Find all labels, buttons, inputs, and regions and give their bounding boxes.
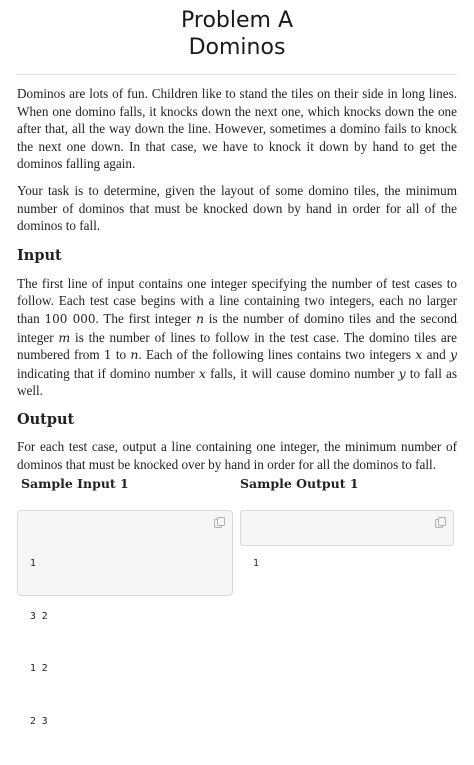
sample-input-label: Sample Input 1 bbox=[21, 476, 129, 491]
sample-output-line: 1 bbox=[253, 558, 259, 569]
range-start: 1 bbox=[103, 348, 112, 363]
problem-page bbox=[17, 0, 457, 473]
sample-input-box[interactable] bbox=[17, 510, 233, 727]
title-divider bbox=[17, 74, 457, 75]
math-y: y bbox=[449, 347, 458, 363]
statement-paragraph-1: Dominos are lots of fun. Children like to stand the tiles on their side in long lines. When one domino falls, it knocks down the next one, which knocks down the one after that, all the way down the line. However, sometimes a domino fails to knock the next one down. In that case, we have to knock it down by hand to get the dominos falling again. bbox=[17, 86, 457, 172]
math-x: x bbox=[415, 347, 423, 363]
max-value: 100 000 bbox=[44, 311, 96, 326]
copy-icon[interactable] bbox=[213, 516, 227, 530]
math-n: n bbox=[195, 310, 205, 326]
sample-input-line: 1 bbox=[30, 558, 36, 569]
math-n: n bbox=[130, 347, 139, 363]
math-y: y bbox=[398, 365, 406, 381]
output-description: For each test case, output a line containing one integer, the minimum number of dominos that must be knocked over by hand in order for all the dominos to fall. bbox=[17, 438, 457, 472]
sample-input-line: 2 3 bbox=[30, 715, 48, 727]
sample-output-box[interactable] bbox=[240, 510, 454, 569]
sample-input-line: 3 2 bbox=[30, 610, 48, 622]
sample-input-code[interactable] bbox=[30, 520, 65, 765]
copy-icon[interactable] bbox=[434, 516, 448, 530]
sample-output-code[interactable] bbox=[253, 520, 288, 608]
math-x: x bbox=[198, 365, 206, 381]
input-heading: Input bbox=[17, 246, 62, 264]
problem-letter: Problem A bbox=[181, 8, 293, 33]
output-heading: Output bbox=[17, 410, 75, 428]
input-description: The first line of input contains one integer specifying the number of test cases to follow. Each test case begins with a line containing two integers, each no larger than 100 000. The first integer n is the number of domino tiles and the second integer m is the number of lines to follow in the test case. The domino tiles are numbered from 1 to n. Each of the following lines contains two integers x and y indicating that if domino number x falls, it will cause domino number y to fall as well. bbox=[17, 275, 458, 399]
sample-output-label: Sample Output 1 bbox=[240, 476, 359, 491]
math-m: m bbox=[58, 329, 71, 345]
problem-title bbox=[17, 7, 457, 61]
sample-input-line: 1 2 bbox=[30, 663, 48, 674]
problem-name: Dominos bbox=[188, 35, 286, 60]
statement-paragraph-2: Your task is to determine, given the layout of some domino tiles, the minimum number of dominos that must be knocked down by hand in order for all of the dominos to fall. bbox=[17, 182, 457, 234]
